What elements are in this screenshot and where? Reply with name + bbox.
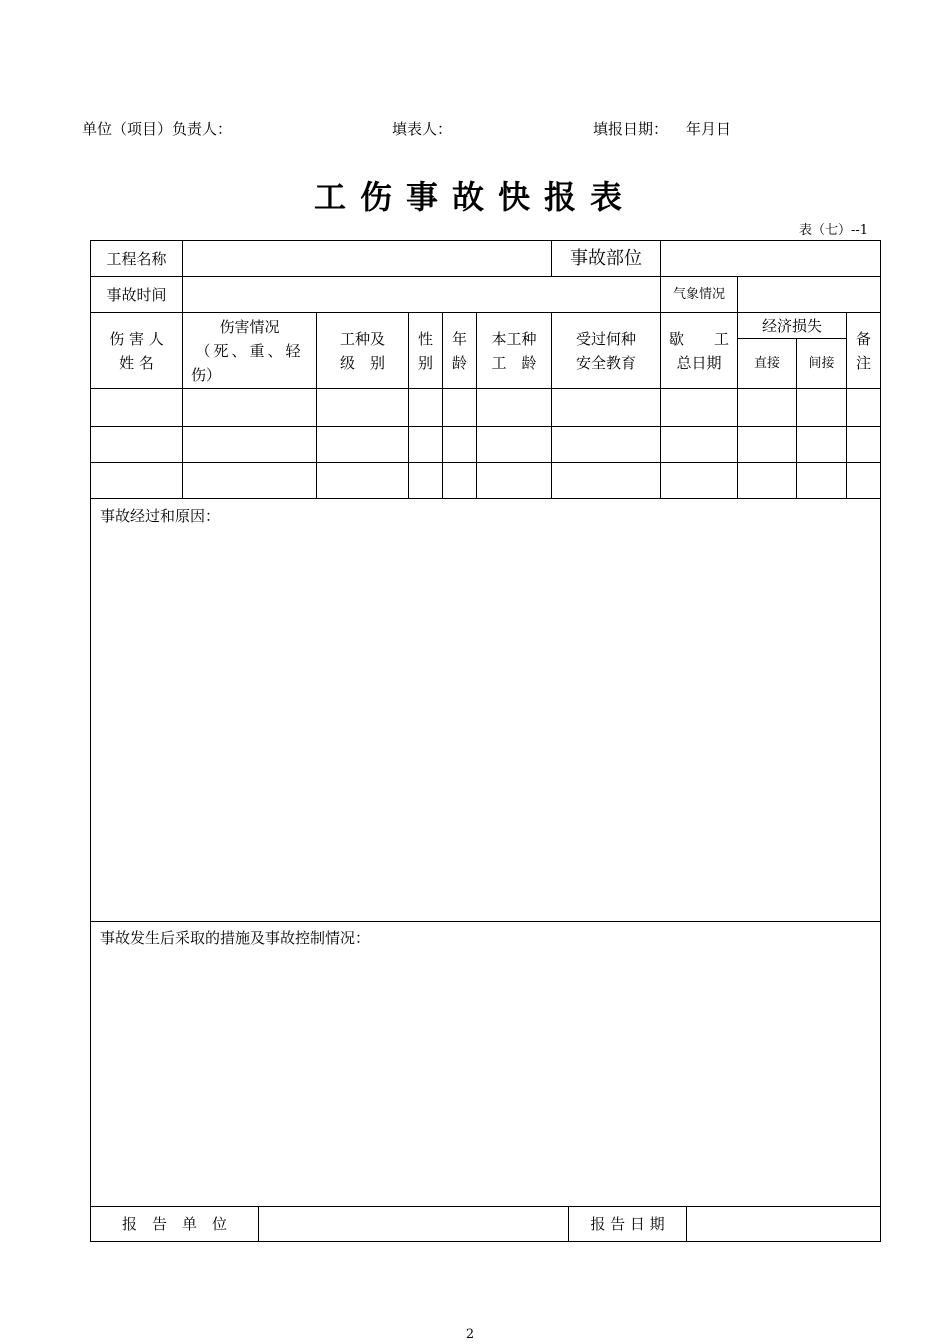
accident-time-label: 事故时间 [106, 285, 167, 304]
training-header [552, 313, 660, 388]
training-header-line2: 安全教育 [575, 353, 636, 372]
seniority-header-line2: 工 龄 [491, 353, 537, 372]
accident-part-label: 事故部位 [570, 247, 642, 269]
measures-field[interactable] [91, 952, 880, 1205]
project-name-field[interactable] [183, 241, 551, 276]
data-row-3[interactable] [91, 463, 880, 498]
report-date-footer-label: 报 告 日 期 [590, 1215, 665, 1233]
form-title: 工伤事故快报表 [313, 178, 636, 216]
training-header-line1: 受过何种 [575, 329, 636, 348]
absence-header [661, 313, 737, 388]
trade-header-line1: 工种及 [339, 329, 385, 348]
victim-name-header [91, 313, 182, 388]
seniority-header-line1: 本工种 [491, 329, 537, 348]
sex-header-line2: 别 [417, 353, 433, 372]
report-unit-label: 报 告 单 位 [121, 1215, 227, 1233]
remarks-header-line1: 备 [855, 329, 871, 348]
report-date-value: 年月日 [686, 120, 732, 138]
filler-label: 填表人： [392, 120, 453, 138]
accident-process-field[interactable] [91, 530, 880, 920]
injury-header-line1: 伤害情况 [219, 317, 280, 336]
age-header-line2: 龄 [451, 353, 467, 372]
absence-header-line2: 总日期 [676, 353, 722, 372]
accident-process-label: 事故经过和原因： [100, 507, 221, 525]
measures-label: 事故发生后采取的措施及事故控制情况： [100, 929, 371, 947]
absence-header-line1: 歇 工 [668, 329, 729, 348]
unit-lead-label: 单位（项目）负责人： [82, 120, 233, 138]
sex-header [409, 313, 442, 388]
report-date-field[interactable] [687, 1207, 880, 1241]
data-row-1[interactable] [91, 389, 880, 426]
victim-name-header-line1: 伤 害 人 [109, 329, 164, 348]
injury-header [183, 313, 316, 388]
weather-label: 气象情况 [672, 286, 725, 302]
loss-indirect-header: 间接 [808, 355, 835, 371]
report-date-label: 填报日期： [593, 120, 669, 138]
data-row-2[interactable] [91, 427, 880, 462]
seniority-header [477, 313, 551, 388]
weather-field[interactable] [738, 277, 880, 312]
remarks-header [847, 313, 880, 388]
injury-header-line2: （死、重、轻 [195, 341, 304, 360]
age-header [443, 313, 476, 388]
accident-part-field[interactable] [661, 241, 880, 276]
project-name-label: 工程名称 [106, 249, 167, 268]
sex-header-line1: 性 [417, 329, 433, 348]
loss-direct-header: 直接 [753, 355, 780, 371]
page-number: 2 [465, 1327, 475, 1342]
trade-header-line2: 级 别 [339, 353, 385, 372]
accident-time-field[interactable] [183, 277, 660, 312]
economic-loss-header: 经济损失 [761, 316, 822, 335]
remarks-header-line2: 注 [855, 353, 871, 372]
trade-header [317, 313, 408, 388]
form-number: 表（七）--1 [798, 223, 868, 238]
victim-name-header-line2: 姓 名 [119, 353, 154, 372]
injury-header-line3: 伤） [191, 365, 222, 384]
age-header-line1: 年 [451, 329, 467, 348]
report-unit-field[interactable] [259, 1207, 568, 1241]
